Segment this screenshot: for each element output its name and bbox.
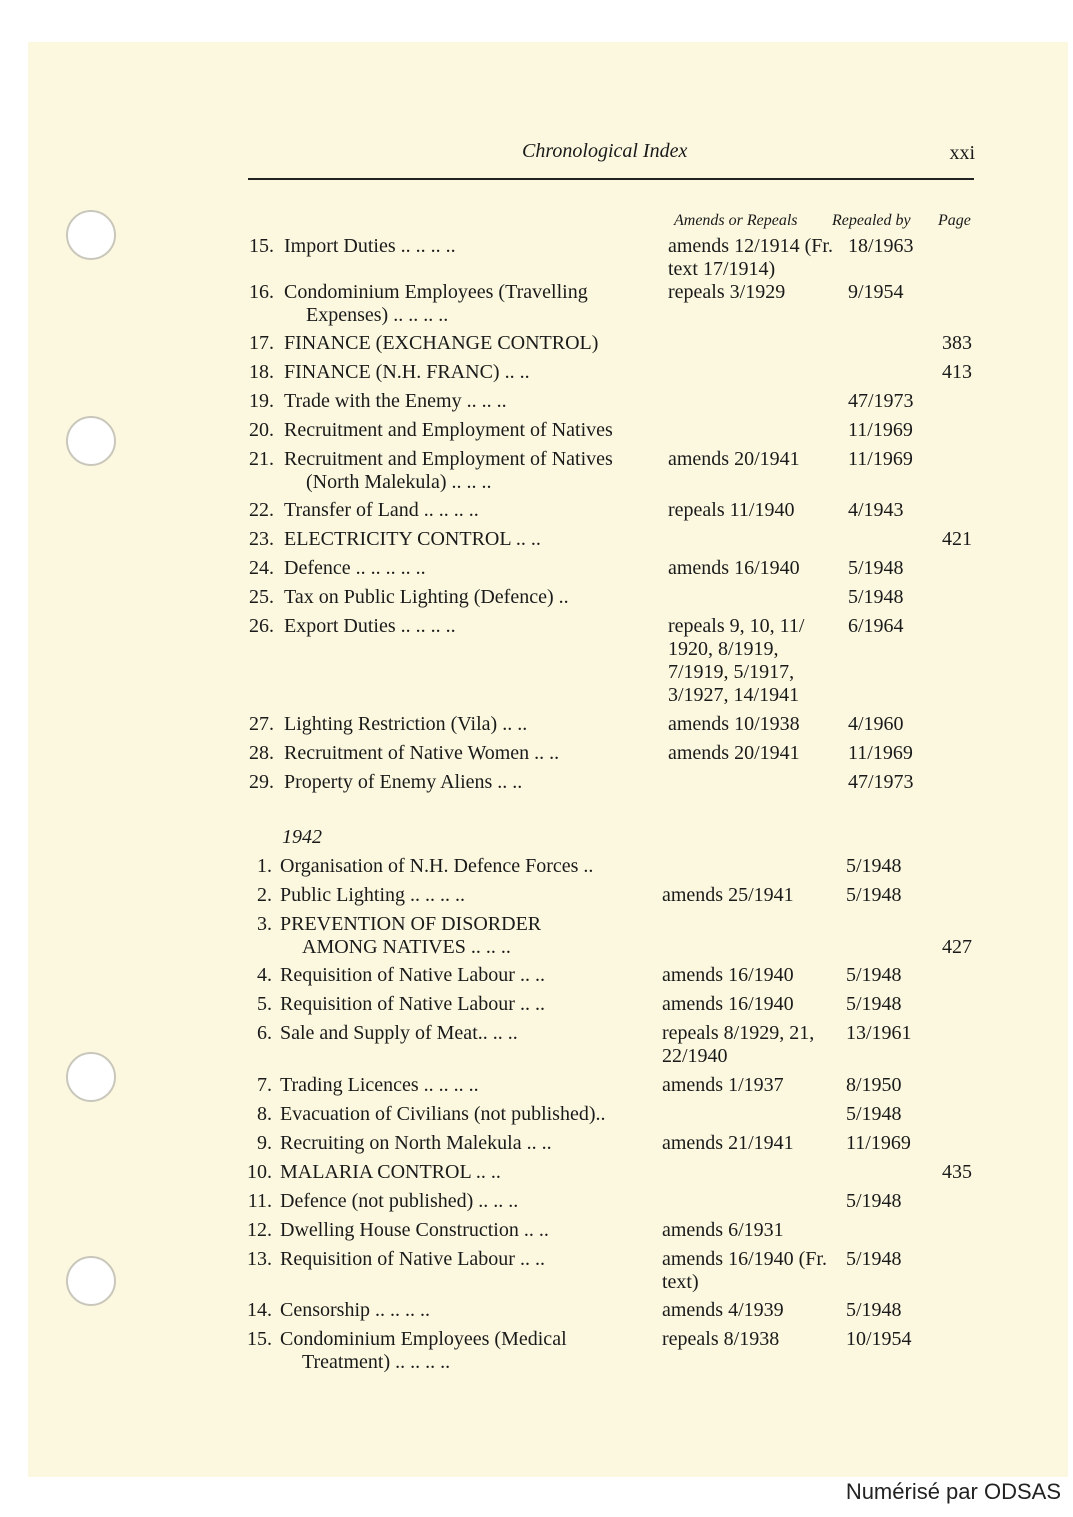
- page-number: xxi: [949, 142, 975, 164]
- entry-title: Organisation of N.H. Defence Forces ..: [280, 855, 594, 877]
- running-head: Chronological Index: [522, 140, 688, 162]
- punch-hole-3: [66, 1052, 116, 1102]
- entry-title: Sale and Supply of Meat.. .. ..: [280, 1022, 518, 1044]
- entry-amends: repeals 8/1929, 21, 22/1940: [662, 1022, 815, 1067]
- entry-number: 8.: [257, 1103, 272, 1125]
- entry-title: PREVENTION OF DISORDER AMONG NATIVES .. .. ..: [280, 913, 542, 958]
- entry-number: 18.: [249, 361, 274, 383]
- entry-title: Censorship .. .. .. ..: [280, 1299, 430, 1321]
- entry-title: Condominium Employees (Travelling Expenses) .. .. .. ..: [284, 281, 588, 326]
- entry-repealed-by: 47/1973: [848, 390, 914, 412]
- entry-amends: amends 16/1940 (Fr. text): [662, 1248, 827, 1293]
- entry-number: 14.: [247, 1299, 272, 1321]
- entry-page: 421: [942, 528, 972, 550]
- entry-number: 16.: [249, 281, 274, 303]
- entry-title: Lighting Restriction (Vila) .. ..: [284, 713, 528, 735]
- entry-title: Recruitment and Employment of Natives (North Malekula) .. .. ..: [284, 448, 613, 493]
- entry-number: 4.: [257, 964, 272, 986]
- entry-number: 24.: [249, 557, 274, 579]
- entry-number: 9.: [257, 1132, 272, 1154]
- entry-number: 26.: [249, 615, 274, 637]
- column-header-page: Page: [938, 212, 971, 229]
- entry-number: 2.: [257, 884, 272, 906]
- entry-amends: repeals 8/1938: [662, 1328, 780, 1350]
- entry-repealed-by: 5/1948: [846, 884, 902, 906]
- entry-number: 13.: [247, 1248, 272, 1270]
- entry-repealed-by: 6/1964: [848, 615, 904, 637]
- entry-amends: amends 20/1941: [668, 448, 800, 470]
- entry-repealed-by: 10/1954: [846, 1328, 912, 1350]
- entry-number: 28.: [249, 742, 274, 764]
- entry-repealed-by: 5/1948: [848, 557, 904, 579]
- entry-title: ELECTRICITY CONTROL .. ..: [284, 528, 541, 550]
- entry-title: Transfer of Land .. .. .. ..: [284, 499, 479, 521]
- entry-number: 21.: [249, 448, 274, 470]
- punch-hole-1: [66, 210, 116, 260]
- entry-amends: amends 16/1940: [662, 964, 794, 986]
- entry-title: FINANCE (N.H. FRANC) .. ..: [284, 361, 530, 383]
- entry-amends: amends 6/1931: [662, 1219, 784, 1241]
- entry-title: Trading Licences .. .. .. ..: [280, 1074, 479, 1096]
- column-header-amends: Amends or Repeals: [674, 212, 798, 229]
- entry-amends: amends 16/1940: [662, 993, 794, 1015]
- entry-title: Defence .. .. .. .. ..: [284, 557, 426, 579]
- entry-repealed-by: 9/1954: [848, 281, 904, 303]
- entry-number: 10.: [247, 1161, 272, 1183]
- entry-repealed-by: 11/1969: [846, 1132, 911, 1154]
- entry-page: 383: [942, 332, 972, 354]
- entry-page: 427: [942, 936, 972, 958]
- entry-title: Recruitment and Employment of Natives: [284, 419, 613, 441]
- header-rule: [248, 178, 974, 180]
- entry-number: 7.: [257, 1074, 272, 1096]
- entry-amends: amends 10/1938: [668, 713, 800, 735]
- entry-title: MALARIA CONTROL .. ..: [280, 1161, 501, 1183]
- entry-number: 1.: [257, 855, 272, 877]
- entry-number: 15.: [249, 235, 274, 257]
- entry-page: 413: [942, 361, 972, 383]
- entry-amends: repeals 11/1940: [668, 499, 795, 521]
- entry-number: 5.: [257, 993, 272, 1015]
- entry-amends: amends 25/1941: [662, 884, 794, 906]
- entry-number: 12.: [247, 1219, 272, 1241]
- entry-number: 22.: [249, 499, 274, 521]
- entry-number: 11.: [247, 1190, 272, 1212]
- entry-repealed-by: 5/1948: [848, 586, 904, 608]
- entry-repealed-by: 4/1960: [848, 713, 904, 735]
- entry-amends: amends 16/1940: [668, 557, 800, 579]
- entry-title: Recruiting on North Malekula .. ..: [280, 1132, 552, 1154]
- entry-title: Requisition of Native Labour .. ..: [280, 1248, 545, 1270]
- entry-repealed-by: 18/1963: [848, 235, 914, 257]
- entry-title: Evacuation of Civilians (not published)..: [280, 1103, 606, 1125]
- entry-number: 20.: [249, 419, 274, 441]
- entry-page: 435: [942, 1161, 972, 1183]
- entry-repealed-by: 11/1969: [848, 742, 913, 764]
- entry-repealed-by: 5/1948: [846, 993, 902, 1015]
- entry-title: Requisition of Native Labour .. ..: [280, 993, 545, 1015]
- entry-amends: repeals 3/1929: [668, 281, 786, 303]
- entry-number: 25.: [249, 586, 274, 608]
- entry-amends: amends 12/1914 (Fr. text 17/1914): [668, 235, 833, 280]
- punch-hole-4: [66, 1256, 116, 1306]
- year-heading: 1942: [282, 826, 322, 848]
- entry-number: 27.: [249, 713, 274, 735]
- entry-repealed-by: 5/1948: [846, 1248, 902, 1270]
- entry-number: 6.: [257, 1022, 272, 1044]
- punch-hole-2: [66, 416, 116, 466]
- entry-repealed-by: 11/1969: [848, 419, 913, 441]
- entry-title: Public Lighting .. .. .. ..: [280, 884, 465, 906]
- entry-title: Trade with the Enemy .. .. ..: [284, 390, 507, 412]
- entry-title: Defence (not published) .. .. ..: [280, 1190, 519, 1212]
- entry-title: Property of Enemy Aliens .. ..: [284, 771, 523, 793]
- entry-title: Condominium Employees (Medical Treatment) .. .. .. ..: [280, 1328, 567, 1373]
- entry-repealed-by: 13/1961: [846, 1022, 912, 1044]
- entry-title: Dwelling House Construction .. ..: [280, 1219, 549, 1241]
- column-header-repealed: Repealed by: [832, 212, 911, 229]
- entry-repealed-by: 5/1948: [846, 855, 902, 877]
- entry-amends: amends 4/1939: [662, 1299, 784, 1321]
- entry-title: Import Duties .. .. .. ..: [284, 235, 456, 257]
- entry-repealed-by: 4/1943: [848, 499, 904, 521]
- entry-repealed-by: 47/1973: [848, 771, 914, 793]
- entry-number: 29.: [249, 771, 274, 793]
- entry-amends: amends 1/1937: [662, 1074, 784, 1096]
- entry-repealed-by: 5/1948: [846, 1299, 902, 1321]
- entry-repealed-by: 5/1948: [846, 964, 902, 986]
- entry-number: 17.: [249, 332, 274, 354]
- watermark: Numérisé par ODSAS: [845, 1479, 1061, 1504]
- entry-title: Requisition of Native Labour .. ..: [280, 964, 545, 986]
- entry-number: 19.: [249, 390, 274, 412]
- entry-number: 3.: [257, 913, 272, 935]
- entry-title: Export Duties .. .. .. ..: [284, 615, 456, 637]
- entry-amends: amends 21/1941: [662, 1132, 794, 1154]
- entry-title: FINANCE (EXCHANGE CONTROL): [284, 332, 599, 354]
- entry-title: Tax on Public Lighting (Defence) ..: [284, 586, 569, 608]
- entry-repealed-by: 11/1969: [848, 448, 913, 470]
- entry-number: 23.: [249, 528, 274, 550]
- entry-amends: repeals 9, 10, 11/ 1920, 8/1919, 7/1919, 5/1917, 3/1927, 14/1941: [668, 615, 805, 706]
- entry-repealed-by: 5/1948: [846, 1103, 902, 1125]
- entry-amends: amends 20/1941: [668, 742, 800, 764]
- entry-title: Recruitment of Native Women .. ..: [284, 742, 560, 764]
- entry-number: 15.: [247, 1328, 272, 1350]
- entry-repealed-by: 5/1948: [846, 1190, 902, 1212]
- entry-repealed-by: 8/1950: [846, 1074, 902, 1096]
